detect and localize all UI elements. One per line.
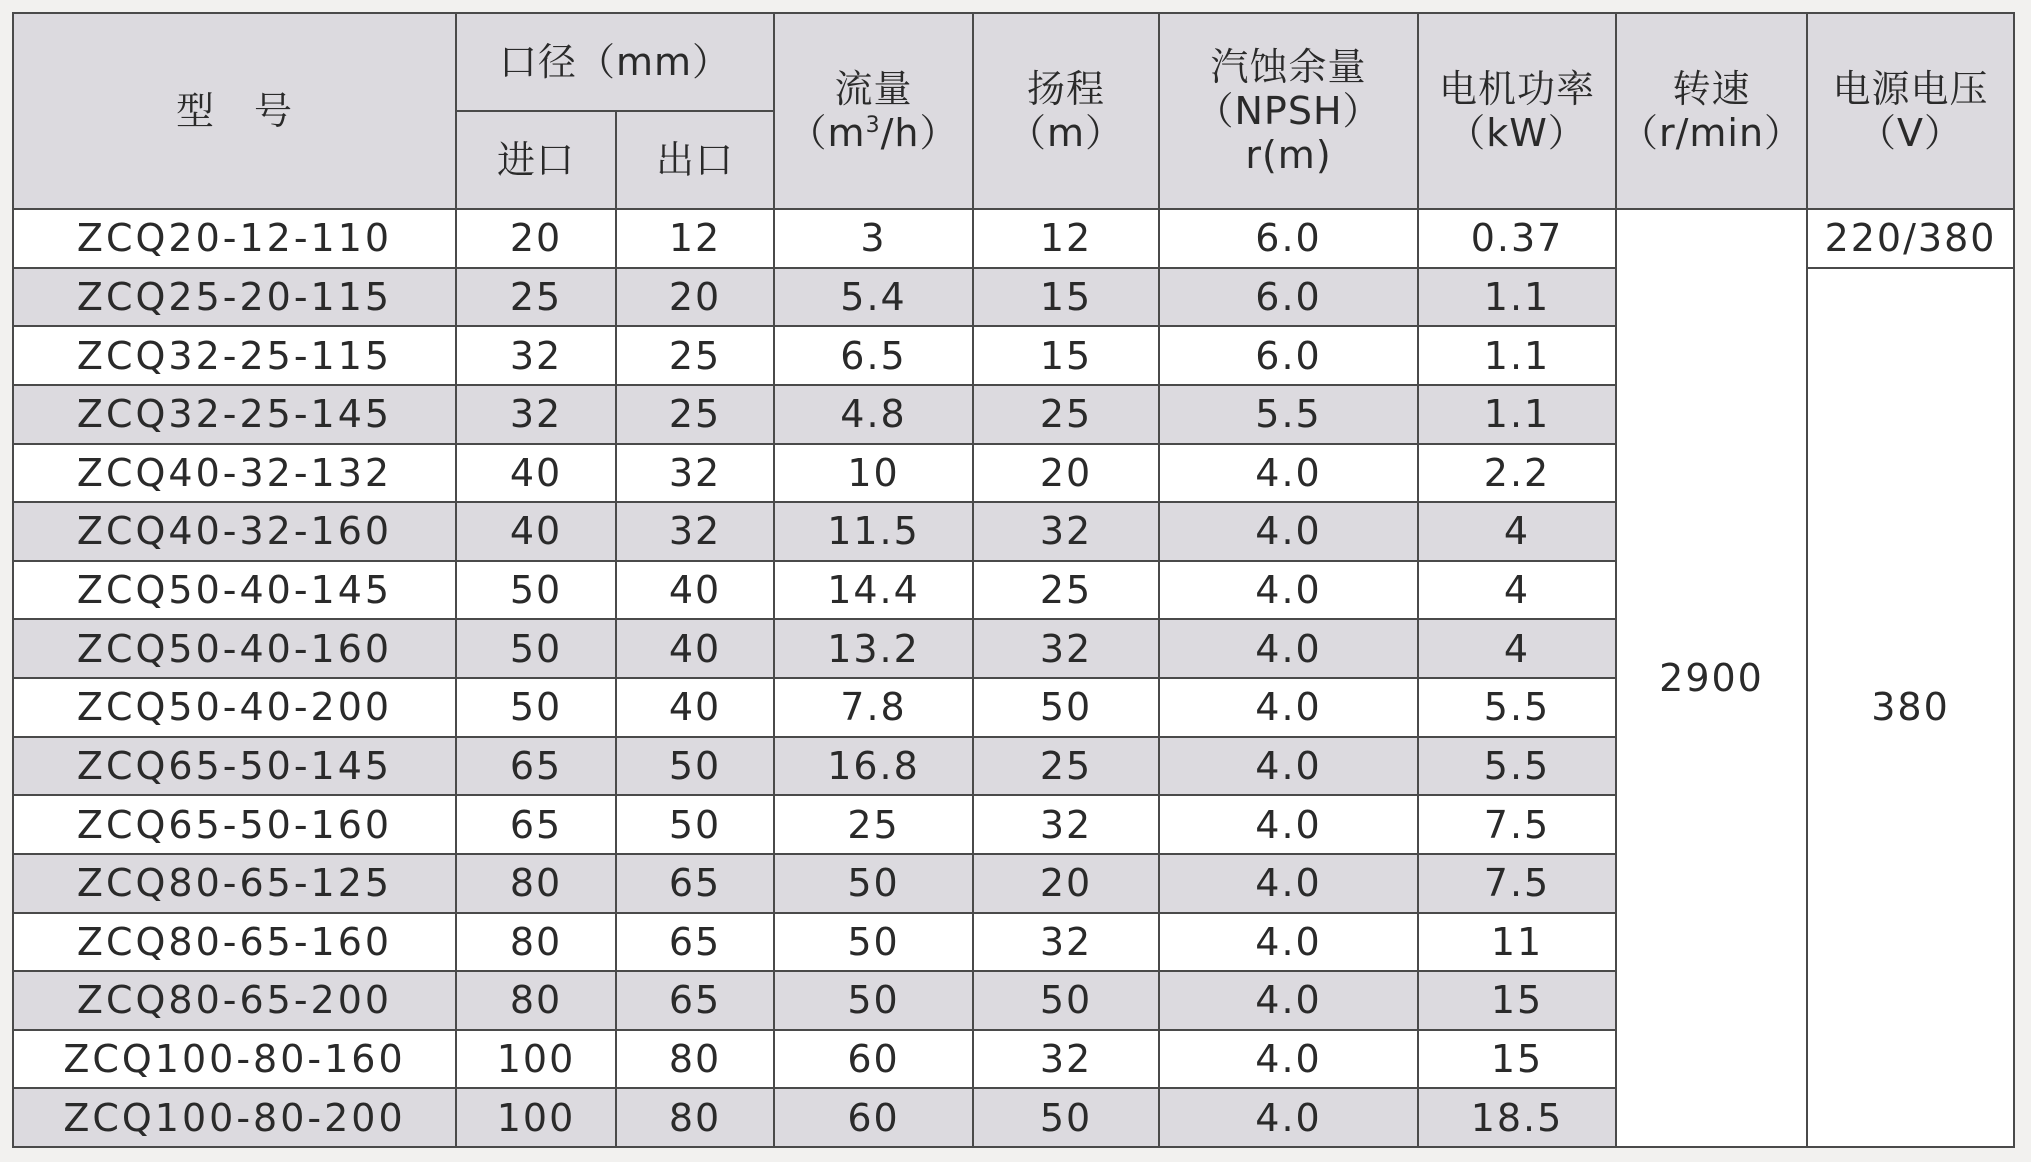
flow-cell: 50	[774, 854, 973, 913]
npsh-cell: 6.0	[1159, 268, 1418, 327]
header-inlet: 进口	[456, 111, 616, 209]
model-cell: ZCQ100-80-200	[13, 1088, 456, 1147]
power-cell: 4	[1418, 561, 1616, 620]
power-cell: 18.5	[1418, 1088, 1616, 1147]
flow-cell: 7.8	[774, 678, 973, 737]
inlet-cell: 80	[456, 913, 616, 972]
head-cell: 25	[973, 561, 1159, 620]
head-cell: 12	[973, 209, 1159, 268]
power-cell: 0.37	[1418, 209, 1616, 268]
npsh-cell: 4.0	[1159, 444, 1418, 503]
head-cell: 15	[973, 326, 1159, 385]
outlet-cell: 25	[616, 385, 774, 444]
head-cell: 32	[973, 619, 1159, 678]
head-cell: 50	[973, 1088, 1159, 1147]
flow-cell: 60	[774, 1088, 973, 1147]
outlet-cell: 32	[616, 444, 774, 503]
flow-cell: 14.4	[774, 561, 973, 620]
power-cell: 4	[1418, 502, 1616, 561]
outlet-cell: 40	[616, 678, 774, 737]
inlet-cell: 65	[456, 795, 616, 854]
head-cell: 32	[973, 795, 1159, 854]
speed-cell: 2900	[1616, 209, 1807, 1147]
power-cell: 7.5	[1418, 854, 1616, 913]
outlet-cell: 20	[616, 268, 774, 327]
npsh-cell: 4.0	[1159, 854, 1418, 913]
model-cell: ZCQ40-32-160	[13, 502, 456, 561]
head-cell: 25	[973, 385, 1159, 444]
npsh-cell: 4.0	[1159, 1088, 1418, 1147]
power-cell: 1.1	[1418, 326, 1616, 385]
inlet-cell: 80	[456, 971, 616, 1030]
inlet-cell: 32	[456, 326, 616, 385]
model-cell: ZCQ80-65-125	[13, 854, 456, 913]
flow-cell: 16.8	[774, 737, 973, 796]
inlet-cell: 80	[456, 854, 616, 913]
head-cell: 50	[973, 678, 1159, 737]
power-cell: 1.1	[1418, 268, 1616, 327]
flow-cell: 4.8	[774, 385, 973, 444]
inlet-cell: 100	[456, 1030, 616, 1089]
model-cell: ZCQ80-65-160	[13, 913, 456, 972]
voltage-cell-first: 220/380	[1807, 209, 2014, 268]
outlet-cell: 65	[616, 913, 774, 972]
npsh-cell: 4.0	[1159, 678, 1418, 737]
model-cell: ZCQ40-32-132	[13, 444, 456, 503]
pump-spec-table	[12, 12, 2015, 1148]
model-cell: ZCQ65-50-145	[13, 737, 456, 796]
inlet-cell: 25	[456, 268, 616, 327]
npsh-cell: 4.0	[1159, 619, 1418, 678]
outlet-cell: 12	[616, 209, 774, 268]
power-cell: 11	[1418, 913, 1616, 972]
outlet-cell: 50	[616, 737, 774, 796]
npsh-cell: 4.0	[1159, 561, 1418, 620]
head-cell: 32	[973, 1030, 1159, 1089]
flow-cell: 25	[774, 795, 973, 854]
inlet-cell: 32	[456, 385, 616, 444]
header-flow: 流量 $(m^3/h)$	[774, 13, 973, 209]
head-cell: 32	[973, 913, 1159, 972]
model-cell: ZCQ32-25-115	[13, 326, 456, 385]
head-cell: 20	[973, 854, 1159, 913]
flow-cell: 50	[774, 913, 973, 972]
flow-cell: 6.5	[774, 326, 973, 385]
power-cell: 1.1	[1418, 385, 1616, 444]
npsh-cell: 5.5	[1159, 385, 1418, 444]
inlet-cell: 100	[456, 1088, 616, 1147]
inlet-cell: 40	[456, 502, 616, 561]
header-diameter: 口径（mm）	[456, 13, 774, 111]
flow-cell: 60	[774, 1030, 973, 1089]
npsh-cell: 4.0	[1159, 1030, 1418, 1089]
inlet-cell: 65	[456, 737, 616, 796]
header-model: 型 号	[13, 13, 456, 209]
model-cell: ZCQ50-40-200	[13, 678, 456, 737]
model-cell: ZCQ100-80-160	[13, 1030, 456, 1089]
flow-cell: 10	[774, 444, 973, 503]
flow-cell: 11.5	[774, 502, 973, 561]
npsh-cell: 6.0	[1159, 326, 1418, 385]
flow-cell: 50	[774, 971, 973, 1030]
model-cell: ZCQ80-65-200	[13, 971, 456, 1030]
power-cell: 15	[1418, 971, 1616, 1030]
head-cell: 15	[973, 268, 1159, 327]
npsh-cell: 4.0	[1159, 971, 1418, 1030]
header-outlet: 出口	[616, 111, 774, 209]
head-cell: 32	[973, 502, 1159, 561]
outlet-cell: 80	[616, 1030, 774, 1089]
power-cell: 5.5	[1418, 737, 1616, 796]
outlet-cell: 65	[616, 854, 774, 913]
flow-cell: 5.4	[774, 268, 973, 327]
outlet-cell: 32	[616, 502, 774, 561]
model-cell: ZCQ20-12-110	[13, 209, 456, 268]
inlet-cell: 20	[456, 209, 616, 268]
head-cell: 25	[973, 737, 1159, 796]
power-cell: 7.5	[1418, 795, 1616, 854]
outlet-cell: 50	[616, 795, 774, 854]
power-cell: 15	[1418, 1030, 1616, 1089]
inlet-cell: 50	[456, 619, 616, 678]
inlet-cell: 50	[456, 561, 616, 620]
voltage-cell-rest: 380	[1807, 268, 2014, 1147]
head-cell: 20	[973, 444, 1159, 503]
npsh-cell: 4.0	[1159, 913, 1418, 972]
head-cell: 50	[973, 971, 1159, 1030]
outlet-cell: 40	[616, 561, 774, 620]
model-cell: ZCQ50-40-160	[13, 619, 456, 678]
model-cell: ZCQ50-40-145	[13, 561, 456, 620]
inlet-cell: 50	[456, 678, 616, 737]
model-cell: ZCQ25-20-115	[13, 268, 456, 327]
table-row	[13, 209, 2014, 268]
header-voltage: 电源电压 （V）	[1807, 13, 2014, 209]
flow-cell: 3	[774, 209, 973, 268]
outlet-cell: 25	[616, 326, 774, 385]
flow-cell: 13.2	[774, 619, 973, 678]
spec-sheet	[12, 12, 2013, 1148]
outlet-cell: 65	[616, 971, 774, 1030]
header-npsh: 汽蚀余量 （NPSH）r(m)	[1159, 13, 1418, 209]
header-speed: 转速 （r/min）	[1616, 13, 1807, 209]
power-cell: 2.2	[1418, 444, 1616, 503]
power-cell: 5.5	[1418, 678, 1616, 737]
header-head: 扬程 （m）	[973, 13, 1159, 209]
outlet-cell: 80	[616, 1088, 774, 1147]
npsh-cell: 4.0	[1159, 795, 1418, 854]
npsh-cell: 6.0	[1159, 209, 1418, 268]
power-cell: 4	[1418, 619, 1616, 678]
header-power: 电机功率 （kW）	[1418, 13, 1616, 209]
table-body	[13, 209, 2014, 1147]
model-cell: ZCQ65-50-160	[13, 795, 456, 854]
model-cell: ZCQ32-25-145	[13, 385, 456, 444]
outlet-cell: 40	[616, 619, 774, 678]
npsh-cell: 4.0	[1159, 502, 1418, 561]
inlet-cell: 40	[456, 444, 616, 503]
npsh-cell: 4.0	[1159, 737, 1418, 796]
